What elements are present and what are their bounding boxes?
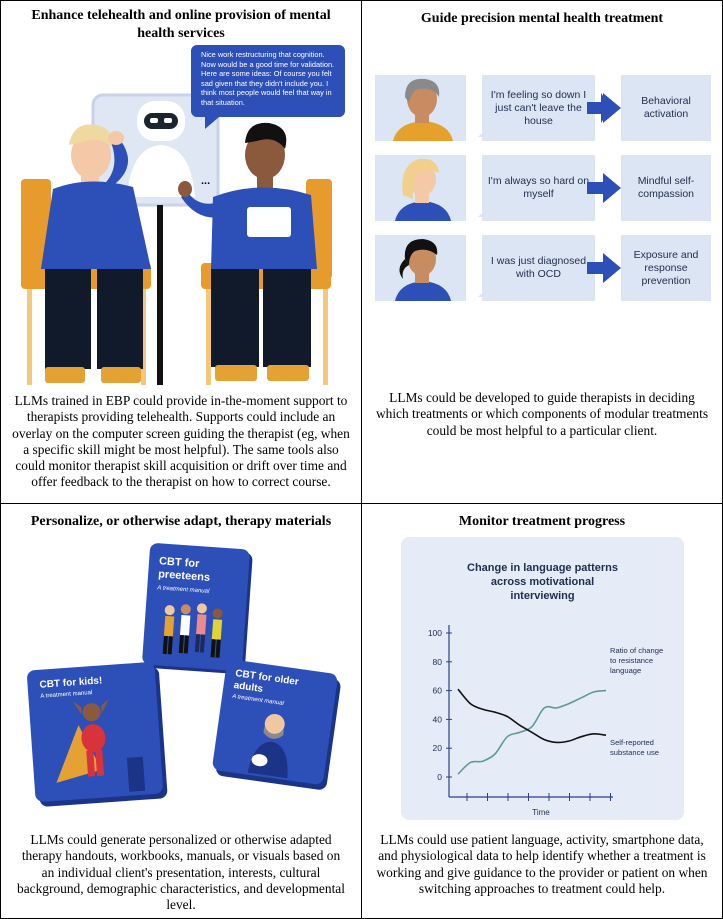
client-portrait xyxy=(375,75,466,141)
arrow-right-icon xyxy=(587,253,621,283)
panel-description: LLMs could generate personalized or otherwise adapted therapy handouts, workbooks, manuals, or visuals based on an individual client's presentation, interests, cultural background, demographic characteristics, and developmental level. xyxy=(17,832,345,913)
x-axis-label: Time xyxy=(532,808,550,817)
panel-materials xyxy=(1,504,361,918)
treatment-row xyxy=(375,235,710,301)
panel-telehealth xyxy=(1,1,361,503)
treatment-row xyxy=(375,155,710,221)
y-tick-label: 80 xyxy=(432,656,442,667)
book-title: CBT for preeteens xyxy=(157,555,211,584)
legend-label: Ratio of change to resistance language xyxy=(610,646,664,675)
client-quote: I'm always so hard on myself xyxy=(482,155,595,221)
treatment-recommendation: Behavioral activation xyxy=(621,75,711,141)
book-subtitle: A treatment manual xyxy=(231,693,285,708)
client-portrait xyxy=(375,235,466,301)
panel-title: Enhance telehealth and online provision of mental health services xyxy=(31,8,331,41)
panel-precision xyxy=(362,1,722,503)
y-tick-label: 60 xyxy=(432,685,442,696)
panel-description: LLMs trained in EBP could provide in-the-moment support to therapists providing telehealth. Supports could include an overlay on the computer screen guiding the therapist (eg, when a specific skill might be most helpful). The same tools also could monitor therapist skill acquisition or drift over time and offer feedback to the therapist on how to correct course. xyxy=(12,393,350,490)
legend-label: Self-reported substance use xyxy=(610,738,659,757)
panel-description: LLMs could be developed to guide therapists in deciding which treatments or which components of modular treatments could be most helpful to a particular client. xyxy=(375,390,709,438)
book-subtitle: A treatment manual xyxy=(40,690,93,700)
monitor-stand xyxy=(157,205,163,385)
older-adult-icon xyxy=(222,704,320,782)
y-tick-label: 100 xyxy=(427,628,442,638)
language-change-chart xyxy=(401,537,684,820)
chart-card xyxy=(401,537,684,820)
y-tick-label: 20 xyxy=(432,743,442,754)
older-client-icon xyxy=(375,75,466,141)
arrow-right-icon xyxy=(587,93,621,123)
book-preteens xyxy=(142,543,250,672)
young-client-icon xyxy=(375,235,466,301)
superhero-kid-icon xyxy=(37,696,153,799)
client-quote: I was just diagnosed with OCD xyxy=(482,235,595,301)
panel-description: LLMs could use patient language, activity, smartphone data, and physiological data to help identify whether a treatment is working and give guidance to the provider or patient on when switching approaches to treatment could help. xyxy=(376,832,708,896)
chart-title: Change in language patterns across motivational interviewing xyxy=(467,562,618,602)
panel-progress xyxy=(362,504,722,918)
client-portrait xyxy=(375,155,466,221)
preteens-group-icon xyxy=(152,599,236,664)
treatment-recommendation: Mindful self-compassion xyxy=(621,155,711,221)
book-older-adults xyxy=(212,659,338,785)
ai-bubble-text: Nice work restructuring that cognition. Now would be a good time for validation. Here are some ideas: Of course you felt sad given that they didn't include you. I think most people would feel that way in that situation. xyxy=(201,50,335,107)
y-tick-label: 0 xyxy=(437,772,442,782)
treatment-row xyxy=(375,75,710,141)
arrow-right-icon xyxy=(587,173,621,203)
client-quote: I'm feeling so down I just can't leave the house xyxy=(482,75,595,141)
blonde-client-icon xyxy=(375,155,466,221)
book-subtitle: A treatment manual xyxy=(157,585,210,595)
panel-title: Guide precision mental health treatment xyxy=(420,11,664,26)
typing-ellipsis: ... xyxy=(201,175,211,187)
y-tick-label: 40 xyxy=(432,714,442,725)
treatment-recommendation: Exposure and response prevention xyxy=(621,235,711,301)
panel-title: Personalize, or otherwise adapt, therapy materials xyxy=(30,514,332,529)
panel-title: Monitor treatment progress xyxy=(458,514,626,529)
book-title: CBT for older adults xyxy=(232,668,300,695)
book-title: CBT for kids! xyxy=(39,675,103,691)
book-kids xyxy=(27,662,164,803)
